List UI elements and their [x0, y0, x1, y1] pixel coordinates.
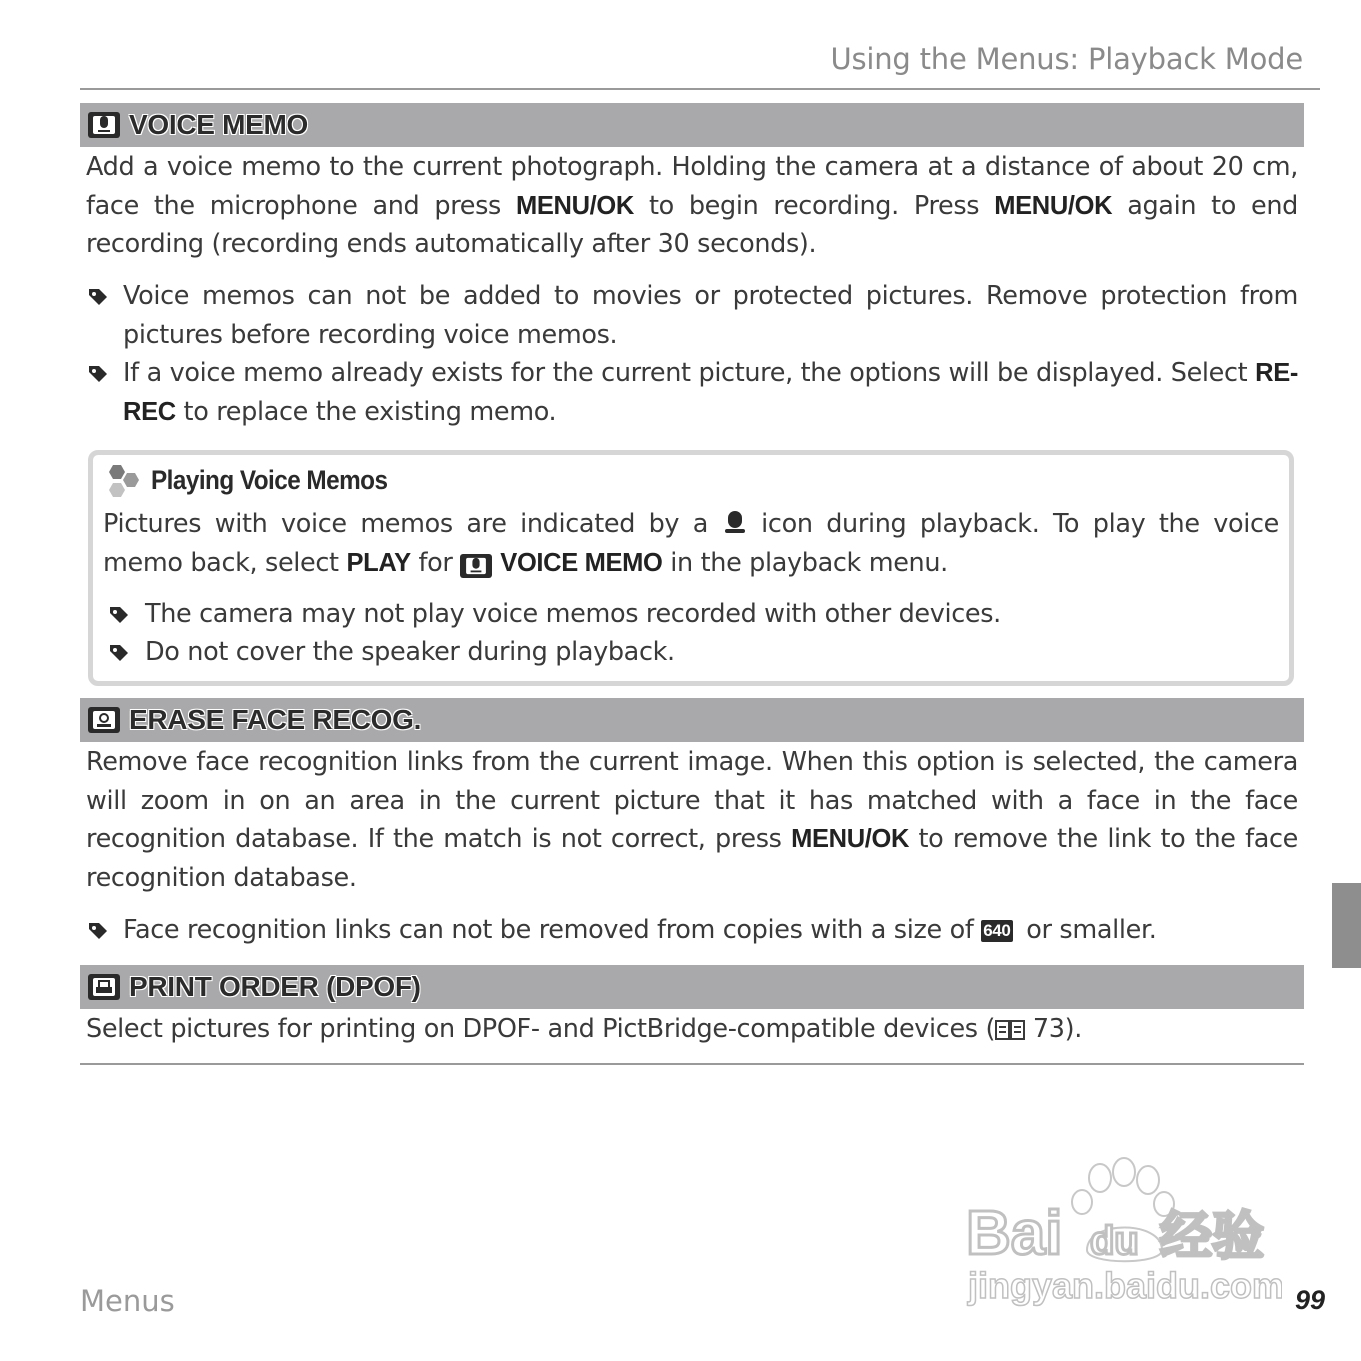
- box-note-1: The camera may not play voice memos recorded with other devices.: [103, 595, 1279, 634]
- note-pencil-icon: [107, 604, 131, 626]
- svg-text:jingyan.baidu.com: jingyan.baidu.com: [968, 1265, 1282, 1306]
- voice-memo-heading: [80, 103, 1304, 147]
- page-number: 99: [1294, 1285, 1325, 1315]
- svg-text:经验: 经验: [1160, 1208, 1265, 1266]
- box-note-2: Do not cover the speaker during playback.: [103, 633, 1279, 672]
- print-order-paragraph: Select pictures for printing on DPOF- and PictBridge-compatible devices ( 73).: [86, 1014, 1082, 1044]
- running-head: Using the Menus: Playback Mode: [830, 42, 1303, 76]
- voice-memo-note-2: If a voice memo already exists for the current picture, the options will be displayed. Select RE-REC to replace the existing memo.: [86, 354, 1298, 431]
- voice-memo-title: VOICE MEMO: [129, 109, 309, 140]
- svg-text:Bai: Bai: [966, 1199, 1063, 1268]
- voice-memo-paragraph: Add a voice memo to the current photograph. Holding the camera at a distance of about 20 cm, face the microphone and press MENU/OK to begin recording. Press MENU/OK again to end recording (recording ends automatically after 30 seconds).: [86, 152, 1298, 259]
- box-paragraph: Pictures with voice memos are indicated by a icon during playback. To play the voice memo back, select PLAY for VOICE MEMO in the playback menu.: [103, 509, 1280, 578]
- erase-face-recog-title: ERASE FACE RECOG.: [129, 704, 422, 735]
- voice-memo-icon: [88, 112, 120, 138]
- print-order-title: PRINT ORDER (DPOF): [129, 971, 421, 1002]
- print-order-heading: [80, 965, 1304, 1009]
- header-rule: [80, 88, 1320, 90]
- note-pencil-icon: [86, 286, 110, 308]
- footer-section-name: Menus: [80, 1284, 175, 1318]
- voice-memo-indicator-icon: [722, 510, 748, 536]
- note-pencil-icon: [86, 363, 110, 385]
- box-title: Playing Voice Memos: [151, 465, 388, 495]
- image-size-640-icon: 640: [983, 921, 1011, 940]
- note-pencil-icon: [107, 642, 131, 664]
- erase-face-recog-heading: [80, 698, 1304, 742]
- erase-face-recog-paragraph: Remove face recognition links from the current image. When this option is selected, the camera will zoom in on an area in the current picture that it has matched with a face in the face recognition database. If the match is not correct, press MENU/OK to remove the link to the face recognition database.: [86, 747, 1299, 893]
- voice-memo-note-1: Voice memos can not be added to movies or protected pictures. Remove protection from pictures before recording voice memos.: [86, 277, 1298, 354]
- page-reference-book-icon: [995, 1019, 1025, 1041]
- face-recognition-icon: [88, 707, 120, 733]
- note-pencil-icon: [86, 920, 110, 942]
- svg-text:du: du: [1090, 1219, 1139, 1263]
- erase-face-recog-note: Face recognition links can not be removed from copies with a size of 640 or smaller.: [86, 911, 1298, 950]
- print-icon: [88, 974, 120, 1000]
- baidu-watermark: [962, 1150, 1282, 1310]
- playing-voice-memos-box: [88, 450, 1294, 686]
- voice-memo-icon: [460, 554, 492, 578]
- tip-hexagon-icon: [103, 463, 143, 499]
- bottom-rule: [80, 1063, 1304, 1065]
- chapter-side-tab: [1332, 883, 1361, 968]
